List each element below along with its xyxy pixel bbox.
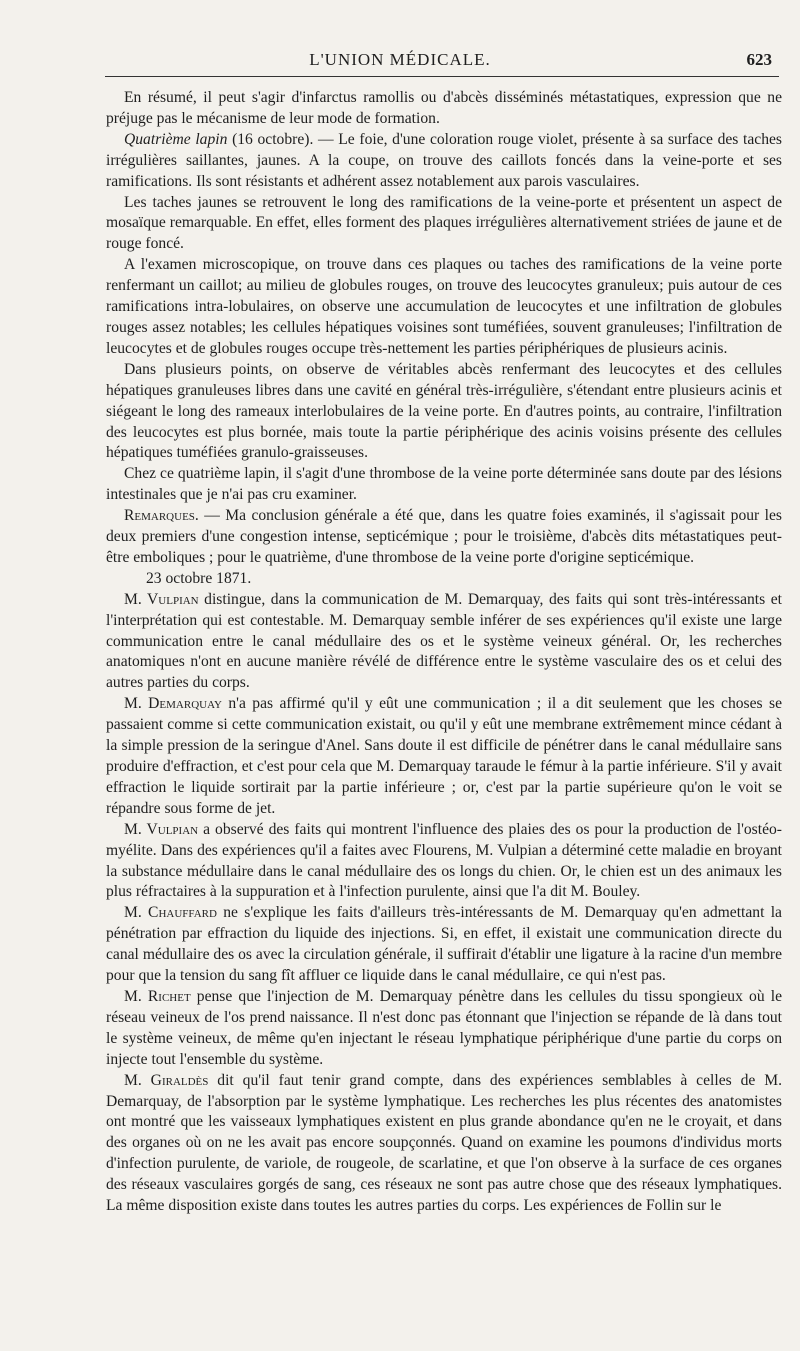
paragraph-vulpian-2: M. Vulpian a observé des faits qui montrent l'influence des plaies des os pour la production de l'ostéo-myélite. Dans des expériences qu'il a faites avec Flourens, M. Vulpian a déterminé cette maladie en broyant la substance médullaire dans le canal médullaire des os longs du chien. Or, le chien est un des animaux les plus réfractaires à la suppuration et à l'infection purulente, ainsi que l'a dit M. Bouley. <box>106 820 782 901</box>
speaker-name: M. Vulpian <box>124 590 199 608</box>
paragraph-thrombose: Chez ce quatrième lapin, il s'agit d'une thrombose de la veine porte déterminée sans doute par des lésions intestinales que je n'ai pas cru examiner. <box>106 465 782 504</box>
speaker-name: M. Giraldès <box>124 1071 209 1089</box>
page-header <box>0 44 800 74</box>
paragraph-examen-microscopique: A l'examen microscopique, on trouve dans ces plaques ou taches des ramifications de la veine porte renfermant un caillot; au milieu de globules rouges, on trouve des leucocytes granuleux; puis autour de ces ramifications intra-lobulaires, on observe une accumulation de leucocytes et une infiltration de globules rouges assez notables; les cellules hépatiques voisines sont tuméfiées, souvent granuleuses; l'infiltration de leucocytes et de globules rouges occupe très-nettement les parties périphériques de plusieurs acinis. <box>106 256 782 357</box>
speaker-name: M. Chauffard <box>124 904 217 922</box>
paragraph-demarquay: M. Demarquay n'a pas affirmé qu'il y eût une communication ; il a dit seulement que les choses se passaient comme si cette communication existait, ou qu'il y eût une membrane extrêmement mince cédant à la simple pression de la seringue d'Anel. Sans doute il est difficile de pénétrer dans le canal médullaire sans produire d'effraction, et c'est pour cela que M. Demarquay taraude le fémur à la partie inférieure. S'il y avait effraction le liquide sortirait par la partie inférieure ; or, c'est par la partie supérieure qu'on le voit se répandre sous forme de jet. <box>106 695 782 817</box>
header-rule <box>105 76 779 77</box>
paragraph-plusieurs-points: Dans plusieurs points, on observe de véritables abcès renfermant des leucocytes et des cellules hépatiques granuleuses libres dans une cavité en général très-irrégulière, s'étendant entre plusieurs acinis et siégeant le long des rameaux interlobulaires de la veine porte. En d'autres points, au contraire, l'infiltration des leucocytes est plus bornée, mais toute la partie périphérique des acinis voisins présente des cellules hépatiques tuméfiées granulo-graisseuses. <box>106 360 782 462</box>
date-line: 23 octobre 1871. <box>146 569 252 587</box>
paragraph-remarques: Remarques. — Ma conclusion générale a été que, dans les quatre foies examinés, il s'agissait pour les deux premiers d'une congestion intense, septicémique ; pour le troisième, d'abcès dits métastatiques peut-être emboliques ; pour le quatrième, d'une thrombose de la veine porte d'origine septicémique. <box>106 507 782 566</box>
speaker-name: M. Richet <box>124 987 191 1005</box>
paragraph-resume: En résumé, il peut s'agir d'infarctus ramollis ou d'abcès disséminés métastatiques, expression que ne préjuge pas le mécanisme de leur mode de formation. <box>106 89 782 127</box>
speaker-name: M. Demarquay <box>124 695 222 713</box>
article-body <box>106 88 782 1217</box>
paragraph-taches-jaunes: Les taches jaunes se retrouvent le long des ramifications de la veine-porte et présentent un aspect de mosaïque remarquable. En effet, elles forment des plaques irrégulières alternativement striées de jaune et de rouge foncé. <box>106 193 782 253</box>
page-number: 623 <box>746 50 772 69</box>
speaker-name: M. Vulpian <box>124 820 199 838</box>
paragraph-quatrieme-lapin: Quatrième lapin (16 octobre). — Le foie, d'une coloration rouge violet, présente à sa surface des taches irrégulières saillantes, jaunes. A la coupe, on trouve des caillots foncés dans la veine-porte et ses ramifications. Ils sont résistants et adhérent assez notablement aux parois vasculaires. <box>106 130 782 190</box>
running-title: L'UNION MÉDICALE. <box>309 50 491 69</box>
paragraph-lead: Quatrième lapin <box>124 130 228 148</box>
paragraph-lead: Remarques. <box>124 507 199 525</box>
paragraph-vulpian-1: M. Vulpian distingue, dans la communication de M. Demarquay, des faits qui sont très-intéressants et l'interprétation qui est contestable. M. Demarquay semble inférer de ses expériences qu'il existe une large communication entre le canal médullaire des os et le système veineux général. Or, les recherches anatomiques n'ont en aucune manière révélé de différence entre le système vasculaire des os et celui des autres parties du corps. <box>106 590 782 692</box>
paragraph-chauffard: M. Chauffard ne s'explique les faits d'ailleurs très-intéressants de M. Demarquay qu'en admettant la pénétration par effraction du liquide des injections. Si, en effet, il existait une communication directe du canal médullaire des os avec la circulation générale, il suffirait d'établir une ligature à la racine d'un membre pour que la tension du sang fît affluer ce liquide dans le canal médullaire, ce qui n'est pas. <box>106 904 782 985</box>
paragraph-richet: M. Richet pense que l'injection de M. Demarquay pénètre dans les cellules du tissu spongieux où le réseau veineux de l'os prend naissance. Il n'est donc pas étonnant que l'injection se répande de là dans tout le système veineux, de même qu'en injectant le réseau lymphatique périphérique d'une partie du corps on injecte tout l'ensemble du système. <box>106 987 782 1068</box>
paragraph-giraldes: M. Giraldès dit qu'il faut tenir grand compte, dans des expériences semblables à celles de M. Demarquay, de l'absorption par le système lymphatique. Les recherches les plus récentes des anatomistes ont montré que les vaisseaux lymphatiques existent en plus grande abondance qu'en ne le croyait, et dans des organes où on ne les avait pas encore soupçonnés. Quand on examine les poumons d'individus morts d'infection purulente, de variole, de rougeole, de scarlatine, et que l'on observe à la surface de ces organes des réseaux vasculaires gorgés de sang, ces réseaux ne sont pas autre chose que des réseaux lymphatiques. La même disposition existe dans toutes les autres parties du corps. Les expériences de Follin sur le <box>106 1071 782 1215</box>
